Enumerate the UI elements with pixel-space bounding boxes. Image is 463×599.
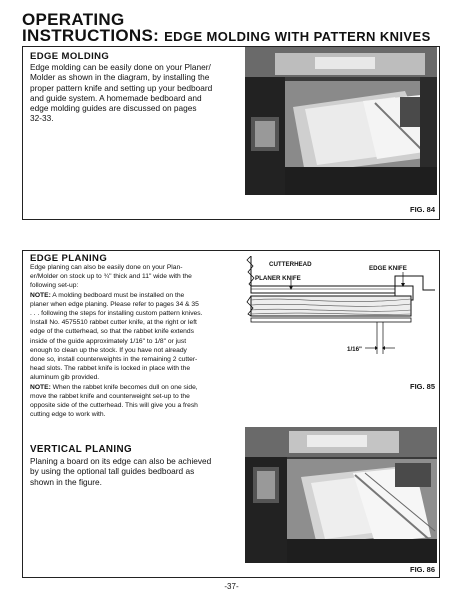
text-line: aluminum gib provided. [30, 374, 100, 382]
note-label: NOTE: [30, 291, 51, 299]
edge-planing-heading: EDGE PLANING [30, 253, 108, 264]
text-line: inside of the guide approximately 1/16" to 1/8" or just [30, 337, 187, 345]
note-text: A molding bedboard must be installed on the [50, 291, 185, 299]
text-line: move the rabbet knife and counterweight set-up to the [30, 392, 190, 400]
text-line: planer when edge planing. Please refer to pages 34 & 35 [30, 300, 199, 308]
vertical-planing-photo [245, 427, 437, 563]
fig-85-caption: FIG. 85 [409, 382, 435, 391]
dimension-label: 1/16" [347, 346, 362, 353]
cutterhead-label: CUTTERHEAD [269, 261, 312, 268]
fig-86-caption: FIG. 86 [409, 565, 435, 574]
text-line: Edge molding can be easily done on your Planer/ [30, 62, 211, 72]
note-text: When the rabbet knife becomes dull on one side, [50, 383, 198, 391]
text-line: Edge planing can also be easily done on your Plan- [30, 264, 183, 271]
page-title-subtitle: EDGE MOLDING WITH PATTERN KNIVES [164, 29, 431, 44]
edge-knife-label: EDGE KNIFE [369, 265, 407, 272]
text-line: cutting edge to work with. [30, 411, 106, 419]
text-line: Molder as shown in the diagram, by installing the [30, 72, 210, 83]
edge-molding-heading: EDGE MOLDING [30, 51, 110, 62]
text-line: and guide system. A homemade bedboard and [30, 92, 202, 103]
text-line: 32-33. [30, 113, 54, 124]
text-line: edge molding guides are discussed on pages [30, 103, 197, 114]
page-number: -37- [224, 582, 239, 591]
text-line: Planing a board on its edge can also be achieved [30, 456, 212, 466]
page-title-line1: OPERATING [22, 10, 125, 29]
fig-84-caption: FIG. 84 [409, 205, 435, 214]
text-line: Install No. 4575510 rabbet cutter knife, at the right or left [30, 319, 197, 327]
text-line: edge of the cutterhead, so that the rabbet knife extends [30, 328, 194, 336]
text-line: enough to clean up the stock. If you have not already [30, 346, 187, 354]
edge-planing-text [30, 263, 238, 419]
text-line: opposite side of the cutterhead. This will give you a fresh [30, 402, 198, 410]
text-line: by using the optional tall guides bedboard as [30, 466, 195, 477]
text-line: er/Molder on stock up to ¾" thick and 11" wide with the [30, 273, 192, 281]
text-line: head slots. The rabbet knife is locked in place with the [30, 365, 191, 373]
edge-molding-photo [245, 47, 437, 195]
vertical-planing-text [30, 456, 235, 487]
text-line: following set-up: [30, 282, 79, 290]
page-title-line2 [22, 28, 431, 45]
page-title-prefix: INSTRUCTIONS: [22, 26, 160, 45]
text-line: proper pattern knife and setting up your bedboard [30, 82, 213, 93]
edge-planing-diagram [245, 256, 437, 368]
note-label: NOTE: [30, 383, 51, 391]
planer-knife-label: PLANER KNIFE [255, 275, 301, 282]
text-line [30, 383, 238, 392]
text-line [30, 291, 238, 300]
text-line: shown in the figure. [30, 476, 102, 487]
vertical-planing-heading: VERTICAL PLANING [30, 444, 133, 455]
edge-molding-text [30, 62, 235, 124]
text-line: . . . following the steps for installing custom pattern knives. [30, 310, 203, 318]
text-line: done so, install counterweights in the remaining 2 cutter- [30, 356, 198, 364]
